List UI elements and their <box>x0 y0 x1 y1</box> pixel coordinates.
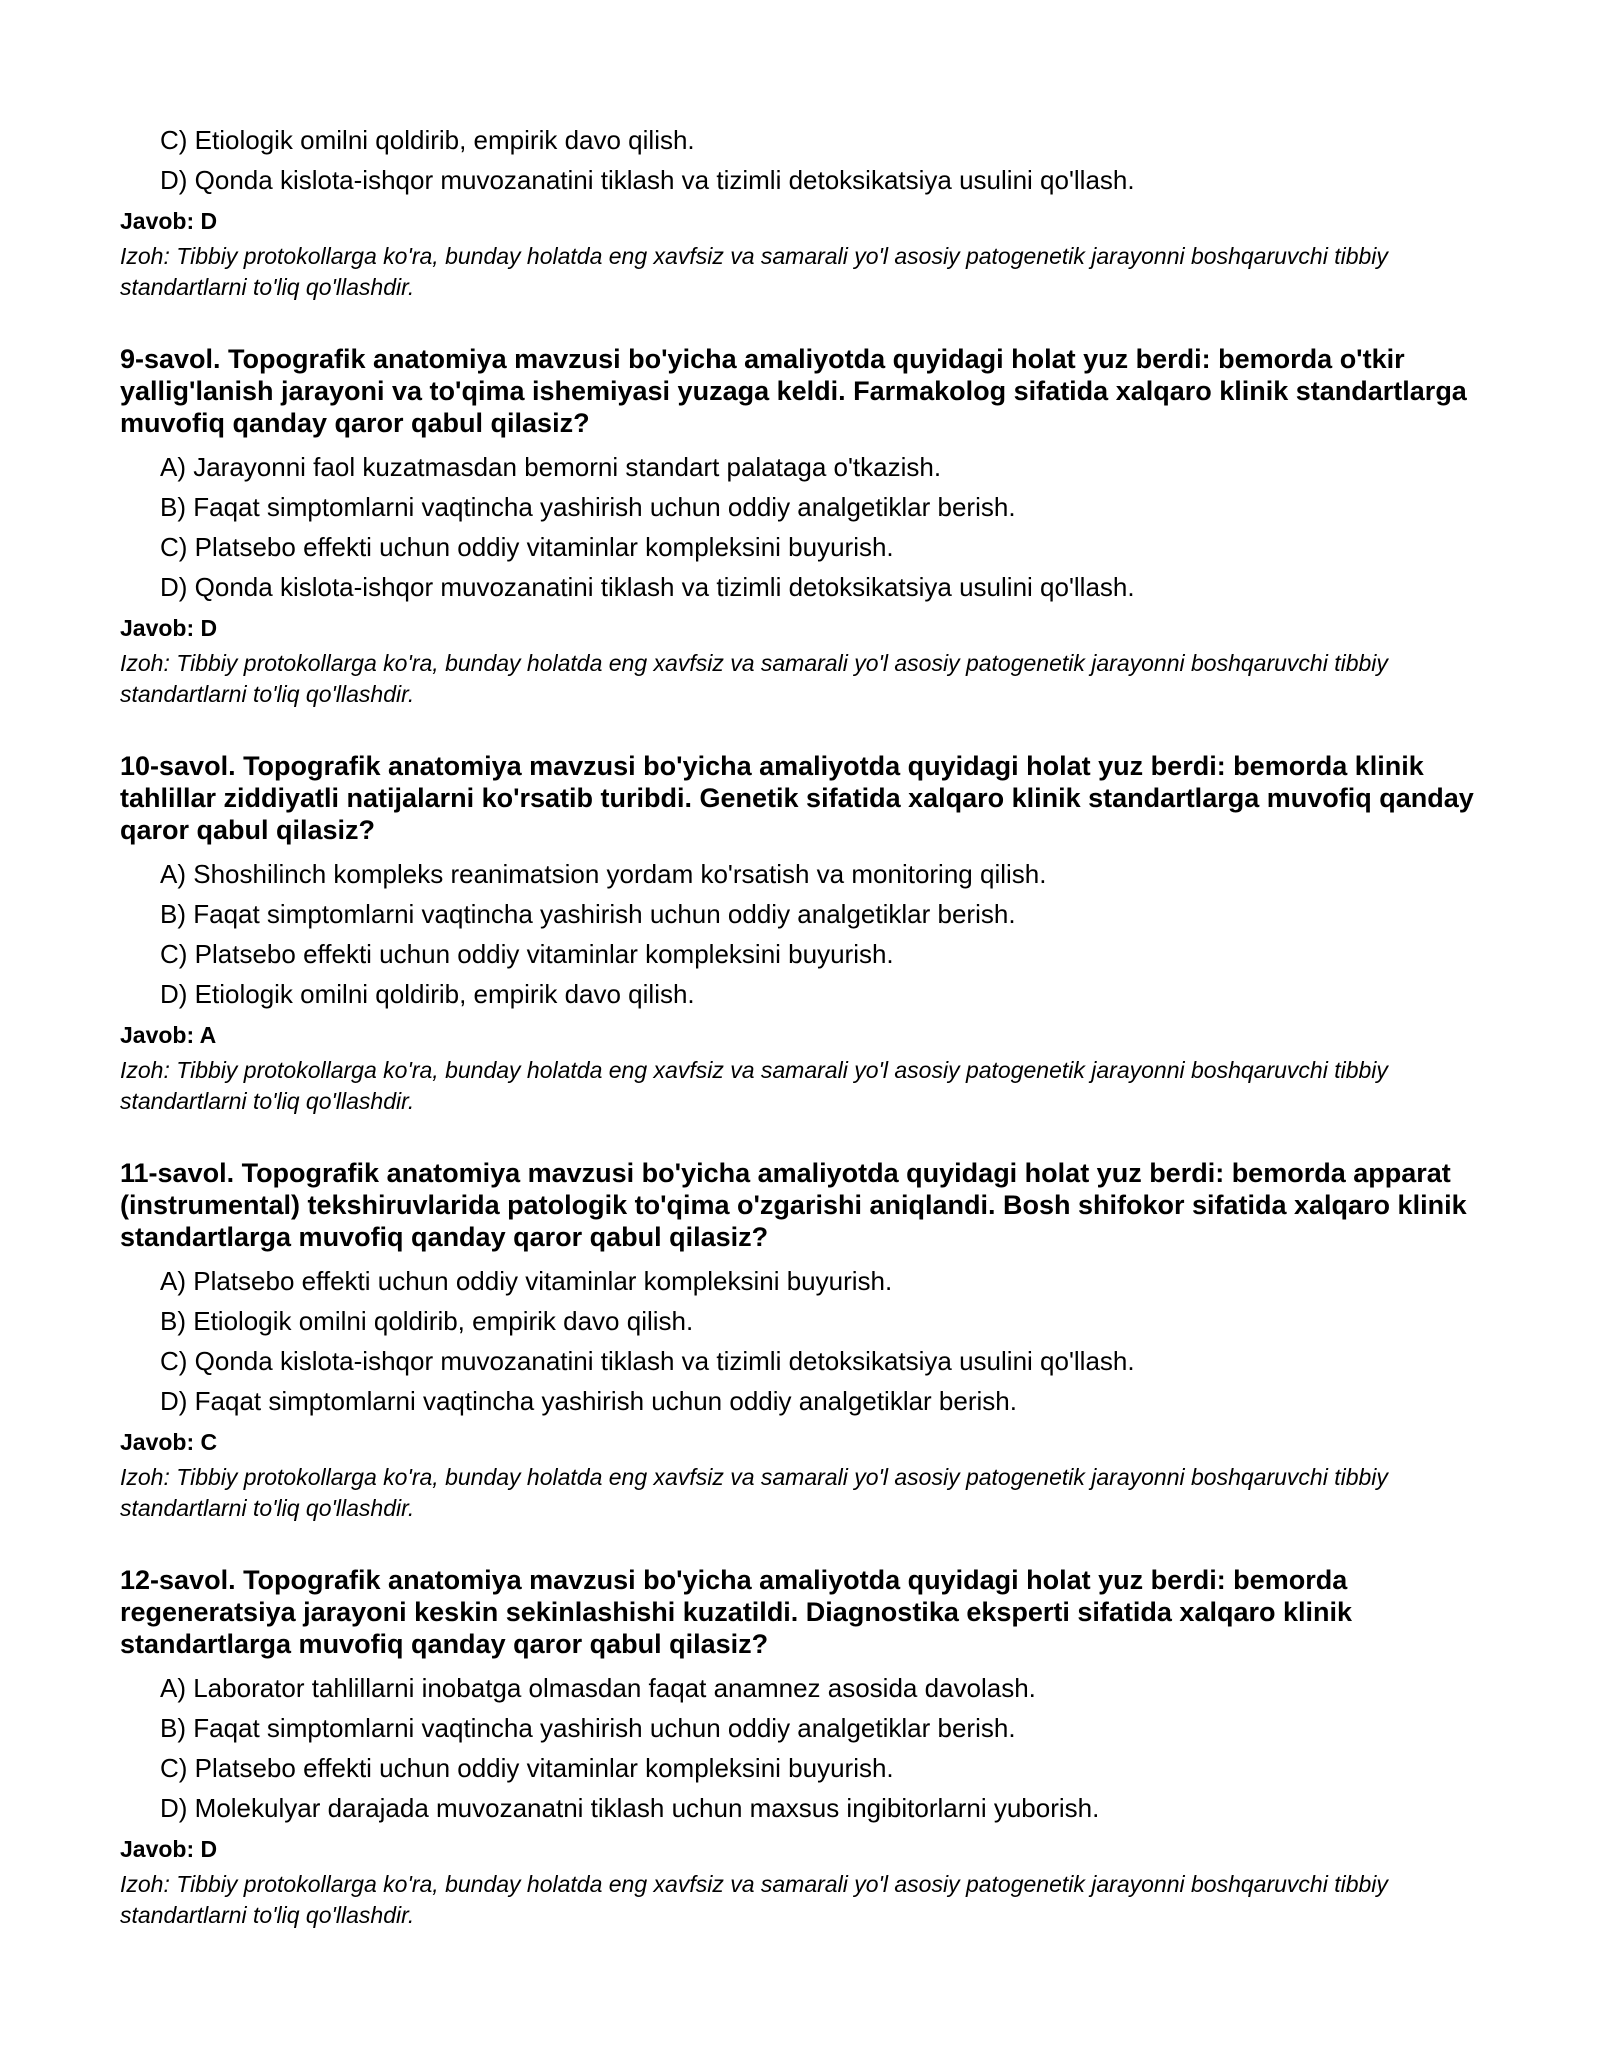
answer-option-b: B) Faqat simptomlarni vaqtincha yashirish uchun oddiy analgetiklar berish. <box>160 899 1016 929</box>
answer-option-c: C) Etiologik omilni qoldirib, empirik davo qilish. <box>160 125 695 155</box>
explanation-note: Izoh: Tibbiy protokollarga ko'ra, bunday holatda eng xavfsiz va samarali yo'l asosiy patogenetik jarayonni boshqaruvchi tibbiy standartlarni to'liq qo'llashdir. <box>120 1464 1388 1521</box>
question-10 <box>120 750 1500 1117</box>
question-12 <box>120 1564 1500 1931</box>
answer-option-a: A) Jarayonni faol kuzatmasdan bemorni standart palataga o'tkazish. <box>160 452 942 482</box>
answer-option-d: D) Qonda kislota-ishqor muvozanatini tiklash va tizimli detoksikatsiya usulini qo'llash. <box>160 572 1135 602</box>
document-page <box>120 120 1500 1931</box>
answer-option-c: C) Platsebo effekti uchun oddiy vitaminlar kompleksini buyurish. <box>160 939 894 969</box>
question-text: 12-savol. Topografik anatomiya mavzusi bo'yicha amaliyotda quyidagi holat yuz berdi: bemorda regeneratsiya jarayoni keskin sekinlashishi kuzatildi. Diagnostika eksperti sifatida xalqaro klinik standartlarga muvofiq qanday qaror qabul qilasiz? <box>120 1565 1353 1659</box>
explanation-note: Izoh: Tibbiy protokollarga ko'ra, bunday holatda eng xavfsiz va samarali yo'l asosiy patogenetik jarayonni boshqaruvchi tibbiy standartlarni to'liq qo'llashdir. <box>120 243 1388 300</box>
explanation-note: Izoh: Tibbiy protokollarga ko'ra, bunday holatda eng xavfsiz va samarali yo'l asosiy patogenetik jarayonni boshqaruvchi tibbiy standartlarni to'liq qo'llashdir. <box>120 1871 1388 1928</box>
answer-option-b: B) Faqat simptomlarni vaqtincha yashirish uchun oddiy analgetiklar berish. <box>160 492 1016 522</box>
question-text: 11-savol. Topografik anatomiya mavzusi bo'yicha amaliyotda quyidagi holat yuz berdi: bemorda apparat (instrumental) tekshiruvlarida patologik to'qima o'zgarishi aniqlandi. Bosh shifokor sifatida xalqaro klinik standartlarga muvofiq qanday qaror qabul qilasiz? <box>120 1158 1467 1252</box>
correct-answer: Javob: D <box>120 208 218 234</box>
answer-option-d: D) Faqat simptomlarni vaqtincha yashirish uchun oddiy analgetiklar berish. <box>160 1386 1017 1416</box>
answer-option-d: D) Etiologik omilni qoldirib, empirik davo qilish. <box>160 979 695 1009</box>
explanation-note: Izoh: Tibbiy protokollarga ko'ra, bunday holatda eng xavfsiz va samarali yo'l asosiy patogenetik jarayonni boshqaruvchi tibbiy standartlarni to'liq qo'llashdir. <box>120 650 1388 707</box>
answer-option-d: D) Qonda kislota-ishqor muvozanatini tiklash va tizimli detoksikatsiya usulini qo'llash. <box>160 165 1135 195</box>
answer-option-a: A) Platsebo effekti uchun oddiy vitaminlar kompleksini buyurish. <box>160 1266 893 1296</box>
answer-option-b: B) Etiologik omilni qoldirib, empirik davo qilish. <box>160 1306 694 1336</box>
explanation-note: Izoh: Tibbiy protokollarga ko'ra, bunday holatda eng xavfsiz va samarali yo'l asosiy patogenetik jarayonni boshqaruvchi tibbiy standartlarni to'liq qo'llashdir. <box>120 1057 1388 1114</box>
answer-option-a: A) Shoshilinch kompleks reanimatsion yordam ko'rsatish va monitoring qilish. <box>160 859 1047 889</box>
question-text: 9-savol. Topografik anatomiya mavzusi bo'yicha amaliyotda quyidagi holat yuz berdi: bemorda o'tkir yallig'lanish jarayoni va to'qima ishemiyasi yuzaga keldi. Farmakolog sifatida xalqaro klinik standartlarga muvofiq qanday qaror qabul qilasiz? <box>120 344 1467 438</box>
answer-option-c: C) Platsebo effekti uchun oddiy vitaminlar kompleksini buyurish. <box>160 1753 894 1783</box>
correct-answer: Javob: D <box>120 615 218 641</box>
answer-option-c: C) Qonda kislota-ishqor muvozanatini tiklash va tizimli detoksikatsiya usulini qo'llash. <box>160 1346 1135 1376</box>
question-9 <box>120 343 1500 710</box>
correct-answer: Javob: A <box>120 1022 217 1048</box>
question-text: 10-savol. Topografik anatomiya mavzusi bo'yicha amaliyotda quyidagi holat yuz berdi: bemorda klinik tahlillar ziddiyatli natijalarni ko'rsatib turibdi. Genetik sifatida xalqaro klinik standartlarga muvofiq qanday qaror qabul qilasiz? <box>120 751 1474 845</box>
question-11 <box>120 1157 1500 1524</box>
correct-answer: Javob: D <box>120 1836 218 1862</box>
correct-answer: Javob: C <box>120 1429 218 1455</box>
answer-option-d: D) Molekulyar darajada muvozanatni tiklash uchun maxsus ingibitorlarni yuborish. <box>160 1793 1100 1823</box>
answer-option-a: A) Laborator tahlillarni inobatga olmasdan faqat anamnez asosida davolash. <box>160 1673 1036 1703</box>
answer-option-c: C) Platsebo effekti uchun oddiy vitaminlar kompleksini buyurish. <box>160 532 894 562</box>
answer-option-b: B) Faqat simptomlarni vaqtincha yashirish uchun oddiy analgetiklar berish. <box>160 1713 1016 1743</box>
previous-question-tail <box>120 120 1500 303</box>
